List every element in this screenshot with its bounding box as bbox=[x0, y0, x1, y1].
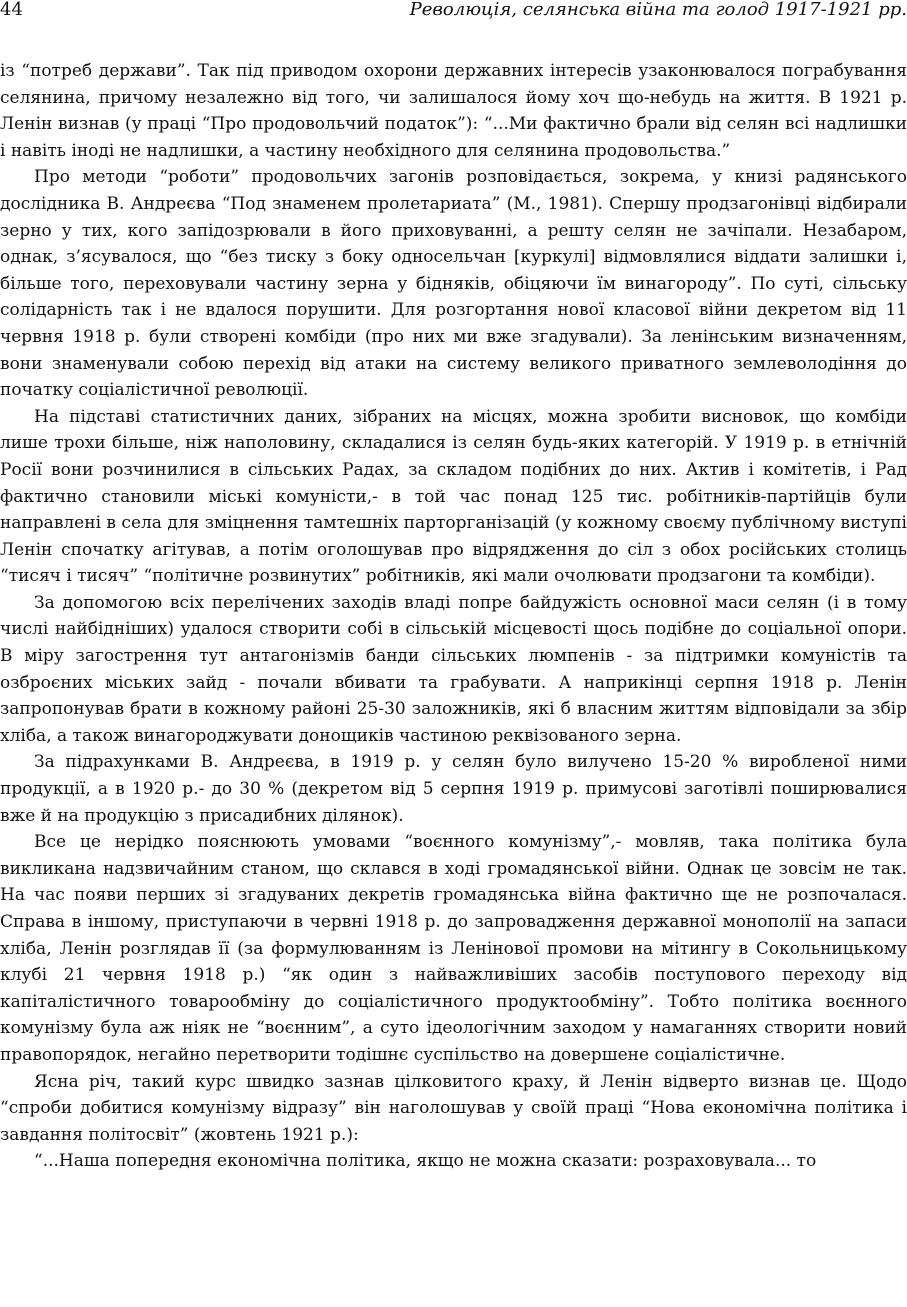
page-number: 44 bbox=[0, 0, 23, 20]
paragraph: На підставі статистичних даних, зібраних на місцях, можна зробити висновок, що комбіди лише трохи більше, ніж наполовину, складалися із селян будь-яких категорій. У 1919 р. в етнічній Росії вони розчинилися в сільських Радах, за складом подібних до них. Актив і комітетів, і Рад фактично становили міські комуністи,- в той час понад 125 тис. робітників-партійців були направлені в села для зміцнення тамтешніх парторганізацій (у кожному своєму публічному виступі Ленін спочатку агітував, а потім оголошував про відрядження до сіл з обох російських столиць “тисяч і тисяч” “політичне розвинутих” робітників, які мали очолювати продзагони та комбіди). bbox=[0, 406, 907, 587]
paragraph: із “потреб держави”. Так під приводом охорони державних інтересів узаконювалося пограбування селянина, причому незалежно від того, чи залишалося йому хоч що-небудь на життя. В 1921 р. Ленін визнав (у праці “Про продовольчий податок”): “...Ми фактично брали від селян всі надлишки і навіть іноді не надлишки, а частину необхідного для селянина продовольства.” bbox=[0, 61, 907, 161]
page-header bbox=[0, 0, 907, 22]
paragraph: “...Наша попередня економічна політика, якщо не можна сказати: розраховувала... то bbox=[34, 1151, 817, 1172]
running-title: Революція, селянська війна та голод 1917-1921 рр. bbox=[409, 0, 907, 20]
paragraph: Все це нерідко пояснюють умовами “воєнного комунізму”,- мовляв, така політика була викликана надзвичайним станом, що склався в ході громадянської війни. Однак це зовсім не так. На час появи перших зі згадуваних декретів громадянська війна фактично ще не розпочалася. Справа в іншому, приступаючи в червні 1918 р. до запровадження державної монополії на запаси хліба, Ленін розглядав її (за формулюванням із Ленінової промови на мітингу в Сокольницькому клубі 21 червня 1918 р.) “як один з найважливіших засобів поступового переходу від капіталістичного товарообміну до соціалістичного продуктообміну”. Тобто політика воєнного комунізму була аж ніяк не “воєнним”, а суто ідеологічним заходом у намаганнях створити новий правопорядок, негайно перетворити тодішнє суспільство на довершене соціалістичне. bbox=[0, 832, 907, 1065]
paragraph: За допомогою всіх перелічених заходів владі попре байдужість основної маси селян (і в тому числі найбідніших) удалося створити собі в сільській місцевості щось подібне до соціальної опори. В міру загострення тут антагонізмів банди сільських люмпенів - за підтримки комуністів та озброєних міських зайд - почали вбивати та грабувати. А наприкінці серпня 1918 р. Ленін запропонував брати в кожному районі 25-30 заложників, які б власним життям відповідали за збір хліба, а також винагороджувати донощиків частиною реквізованого зерна. bbox=[0, 592, 907, 746]
paragraph: За підрахунками В. Андреєва, в 1919 р. у селян було вилучено 15-20 % виробленої ними продукції, а в 1920 р.- до 30 % (декретом від 5 серпня 1919 р. примусові заготівлі поширювалися вже й на продукцію з присадибних ділянок). bbox=[0, 752, 907, 826]
paragraph: Про методи “роботи” продовольчих загонів розповідається, зокрема, у книзі радянського дослідника В. Андреєва “Под знаменем пролетариата” (М., 1981). Спершу продзагонівці відбирали зерно у тих, кого запідозрювали в його приховуванні, а решту селян не зачіпали. Незабаром, однак, з’ясувалося, що “без тиску з боку односельчан [куркулі] відмовлялися віддати залишки і, більше того, переховували частину зерна у бідняків, обіцяючи їм винагороду”. По суті, сільську солідарність так і не вдалося порушити. Для розгортання нової класової війни декретом від 11 червня 1918 р. були створені комбіди (про них ми вже згадували). За ленінським визначенням, вони знаменували собою перехід від атаки на систему великого приватного землеволодіння до початку соціалістичної революції. bbox=[0, 167, 907, 401]
paragraph: Ясна річ, такий курс швидко зазнав цілковитого краху, й Ленін відверто визнав це. Щодо “спроби добитися комунізму відразу” він наголошував у своїй праці “Нова економічна політика і завдання політосвіт” (жовтень 1921 р.): bbox=[0, 1071, 907, 1145]
body-text bbox=[0, 58, 907, 1175]
